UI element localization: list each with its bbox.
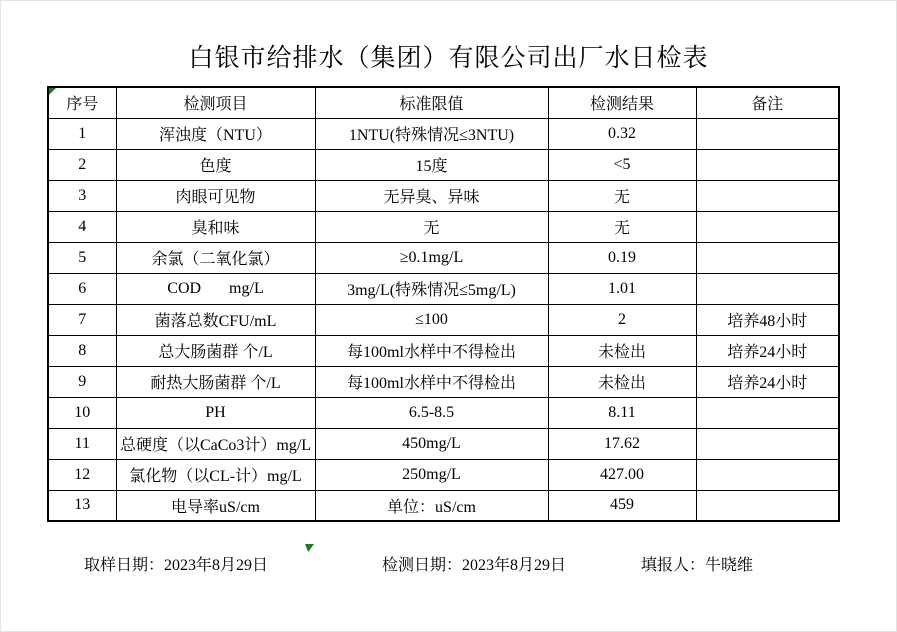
cell-result: 未检出 xyxy=(548,335,696,366)
cell-result: 1.01 xyxy=(548,273,696,304)
table-row xyxy=(48,149,839,180)
cell-index: 3 xyxy=(48,180,116,211)
cell-item: 臭和味 xyxy=(116,211,315,242)
cell-index: 12 xyxy=(48,459,116,490)
cell-standard: ≤100 xyxy=(315,304,548,335)
cell-note: 培养24小时 xyxy=(696,366,839,397)
cell-note xyxy=(696,180,839,211)
cell-note: 培养48小时 xyxy=(696,304,839,335)
col-header-note: 备注 xyxy=(696,87,839,118)
cell-result: 0.19 xyxy=(548,242,696,273)
cell-item: 电导率uS/cm xyxy=(116,490,315,521)
cell-item: 余氯（二氧化氯） xyxy=(116,242,315,273)
cell-item: 耐热大肠菌群 个/L xyxy=(116,366,315,397)
green-triangle-icon xyxy=(305,544,314,552)
table-row xyxy=(48,428,839,459)
page-title: 白银市给排水（集团）有限公司出厂水日检表 xyxy=(188,45,709,72)
excel-corner-triangle-icon xyxy=(49,88,56,95)
cell-note xyxy=(696,118,839,149)
cell-result: 无 xyxy=(548,180,696,211)
table-row xyxy=(48,211,839,242)
cell-note xyxy=(696,149,839,180)
col-header-result: 检测结果 xyxy=(548,87,696,118)
footer xyxy=(0,552,897,574)
cell-standard: 1NTU(特殊情况≤3NTU) xyxy=(315,118,548,149)
table-row xyxy=(48,490,839,521)
cell-result: <5 xyxy=(548,149,696,180)
cell-standard: 250mg/L xyxy=(315,459,548,490)
cell-standard: 每100ml水样中不得检出 xyxy=(315,335,548,366)
cell-index: 6 xyxy=(48,273,116,304)
cell-index: 13 xyxy=(48,490,116,521)
cell-item: 色度 xyxy=(116,149,315,180)
table-row xyxy=(48,118,839,149)
table-row xyxy=(48,366,839,397)
table-row xyxy=(48,304,839,335)
cell-note xyxy=(696,242,839,273)
col-header-index: 序号 xyxy=(48,87,116,118)
cell-item: COD mg/L xyxy=(116,273,315,304)
cell-item: 肉眼可见物 xyxy=(116,180,315,211)
cell-result: 427.00 xyxy=(548,459,696,490)
testing-date-label: 检测日期：2023年8月29日 xyxy=(382,557,567,574)
cell-result: 无 xyxy=(548,211,696,242)
cell-note: 培养24小时 xyxy=(696,335,839,366)
cell-result: 8.11 xyxy=(548,397,696,428)
cell-note xyxy=(696,273,839,304)
cell-result: 459 xyxy=(548,490,696,521)
cell-standard: 6.5-8.5 xyxy=(315,397,548,428)
table-row xyxy=(48,242,839,273)
cell-result: 2 xyxy=(548,304,696,335)
daily-inspection-table xyxy=(47,86,840,522)
cell-standard: 450mg/L xyxy=(315,428,548,459)
col-header-standard: 标准限值 xyxy=(315,87,548,118)
cell-standard: 无 xyxy=(315,211,548,242)
header-row xyxy=(48,87,839,118)
table-row xyxy=(48,459,839,490)
cell-result: 17.62 xyxy=(548,428,696,459)
sampling-date-label: 取样日期：2023年8月29日 xyxy=(84,557,269,574)
cell-note xyxy=(696,490,839,521)
cell-standard: 单位：uS/cm xyxy=(315,490,548,521)
cell-item: PH xyxy=(116,397,315,428)
table-row xyxy=(48,180,839,211)
table-row xyxy=(48,335,839,366)
cell-standard: ≥0.1mg/L xyxy=(315,242,548,273)
cell-index: 2 xyxy=(48,149,116,180)
cell-item: 浑浊度（NTU） xyxy=(116,118,315,149)
cell-item: 总硬度（以CaCo3计）mg/L xyxy=(116,428,315,459)
cell-standard: 15度 xyxy=(315,149,548,180)
cell-index: 1 xyxy=(48,118,116,149)
cell-note xyxy=(696,211,839,242)
cell-result: 未检出 xyxy=(548,366,696,397)
cell-index: 8 xyxy=(48,335,116,366)
cell-item: 菌落总数CFU/mL xyxy=(116,304,315,335)
cell-standard: 无异臭、异味 xyxy=(315,180,548,211)
cell-index: 10 xyxy=(48,397,116,428)
cell-note xyxy=(696,428,839,459)
cell-index: 9 xyxy=(48,366,116,397)
cell-index: 7 xyxy=(48,304,116,335)
cell-item: 氯化物（以CL-计）mg/L xyxy=(116,459,315,490)
cell-index: 5 xyxy=(48,242,116,273)
cell-result: 0.32 xyxy=(548,118,696,149)
cell-index: 11 xyxy=(48,428,116,459)
cell-item: 总大肠菌群 个/L xyxy=(116,335,315,366)
cell-note xyxy=(696,459,839,490)
col-header-item: 检测项目 xyxy=(116,87,315,118)
table-row xyxy=(48,397,839,428)
reporter-label: 填报人：牛晓维 xyxy=(641,557,754,574)
cell-note xyxy=(696,397,839,428)
table-row xyxy=(48,273,839,304)
cell-index: 4 xyxy=(48,211,116,242)
cell-standard: 3mg/L(特殊情况≤5mg/L) xyxy=(315,273,548,304)
cell-standard: 每100ml水样中不得检出 xyxy=(315,366,548,397)
